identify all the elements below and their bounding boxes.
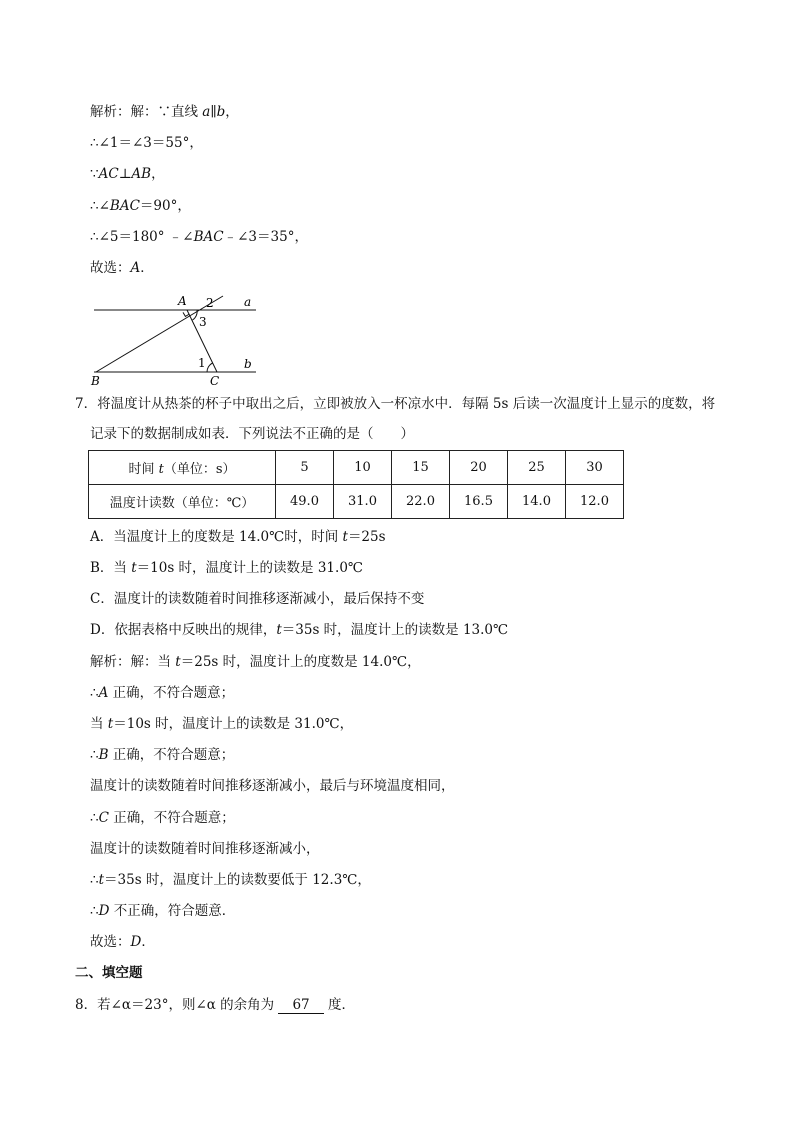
label-B: B [91,374,100,388]
table-cell: 31.0 [334,485,392,519]
q8-answer-blank: 67 [278,997,323,1014]
q7-analysis-3: 当 t＝10s 时，温度计上的读数是 31.0℃， [90,716,354,732]
table-cell: 16.5 [450,485,508,519]
table-cell: 5 [276,451,334,485]
q6-answer: 故选：A． [90,260,154,276]
q7-option-d: D．依据表格中反映出的规律，t＝35s 时，温度计上的读数是 13.0℃ [90,622,509,638]
table-row [89,451,624,485]
label-C: C [210,374,220,388]
label-3: 3 [199,315,207,329]
table-cell: 10 [334,451,392,485]
section-title: 二、填空题 [75,965,143,981]
table-cell: 15 [392,451,450,485]
q7-answer: 故选：D． [90,934,155,950]
q6-analysis-line: 解析：解：∵直线 a∥b， [90,104,239,120]
table-cell: 14.0 [508,485,566,519]
table-cell: 49.0 [276,485,334,519]
q6-step2: ∵AC⊥AB， [90,166,165,182]
q8-stem: 8．若∠α＝23°，则∠α 的余角为 67 度． [75,997,355,1013]
q7-analysis-6: ∴C 正确，不符合题意； [90,810,235,826]
label-b: b [244,357,252,371]
q7-analysis-5: 温度计的读数随着时间推移逐渐减小，最后与环境温度相同， [90,778,455,794]
q6-step3: ∴∠BAC＝90°， [90,198,191,214]
q7-analysis-4: ∴B 正确，不符合题意； [90,747,235,763]
q7-option-b: B．当 t＝10s 时，温度计上的读数是 31.0℃ [90,560,364,576]
q7-analysis-9: ∴D 不正确，符合题意． [90,903,236,919]
q7-option-a: A．当温度计上的度数是 14.0℃时，时间 t＝25s [90,529,386,545]
table-cell: 20 [450,451,508,485]
q7-analysis-2: ∴A 正确，不符合题意； [90,685,235,701]
label-2: 2 [206,296,214,310]
table-row [89,485,624,519]
q7-stem-line1: 7．将温度计从热茶的杯子中取出之后，立即被放入一杯凉水中．每隔 5s 后读一次温度计上显示的度数，将 [75,396,716,412]
q7-stem-line2: 记录下的数据制成如表．下列说法不正确的是（ ） [90,426,414,442]
table-cell: 22.0 [392,485,450,519]
table-cell: 30 [566,451,624,485]
table-cell: 12.0 [566,485,624,519]
angle-1-arc [207,363,213,372]
temperature-table [88,450,624,519]
table-header-reading: 温度计读数（单位：℃） [89,485,276,519]
q7-analysis-7: 温度计的读数随着时间推移逐渐减小， [90,841,320,857]
label-A: A [178,294,187,308]
table-cell: 25 [508,451,566,485]
q7-option-c: C．温度计的读数随着时间推移逐渐减小，最后保持不变 [90,591,425,607]
label-1: 1 [198,356,206,370]
table-header-time: 时间 t（单位：s） [89,451,276,485]
geometry-figure [80,288,270,390]
q7-analysis-8: ∴t＝35s 时，温度计上的读数要低于 12.3℃， [90,872,371,888]
q7-analysis-1: 解析：解：当 t＝25s 时，温度计上的度数是 14.0℃， [90,654,421,670]
label-a: a [244,295,252,309]
q6-step4: ∴∠5＝180° ﹣∠BAC﹣∠3＝35°， [90,229,308,245]
q6-step1: ∴∠1＝∠3＝55°， [90,135,203,151]
